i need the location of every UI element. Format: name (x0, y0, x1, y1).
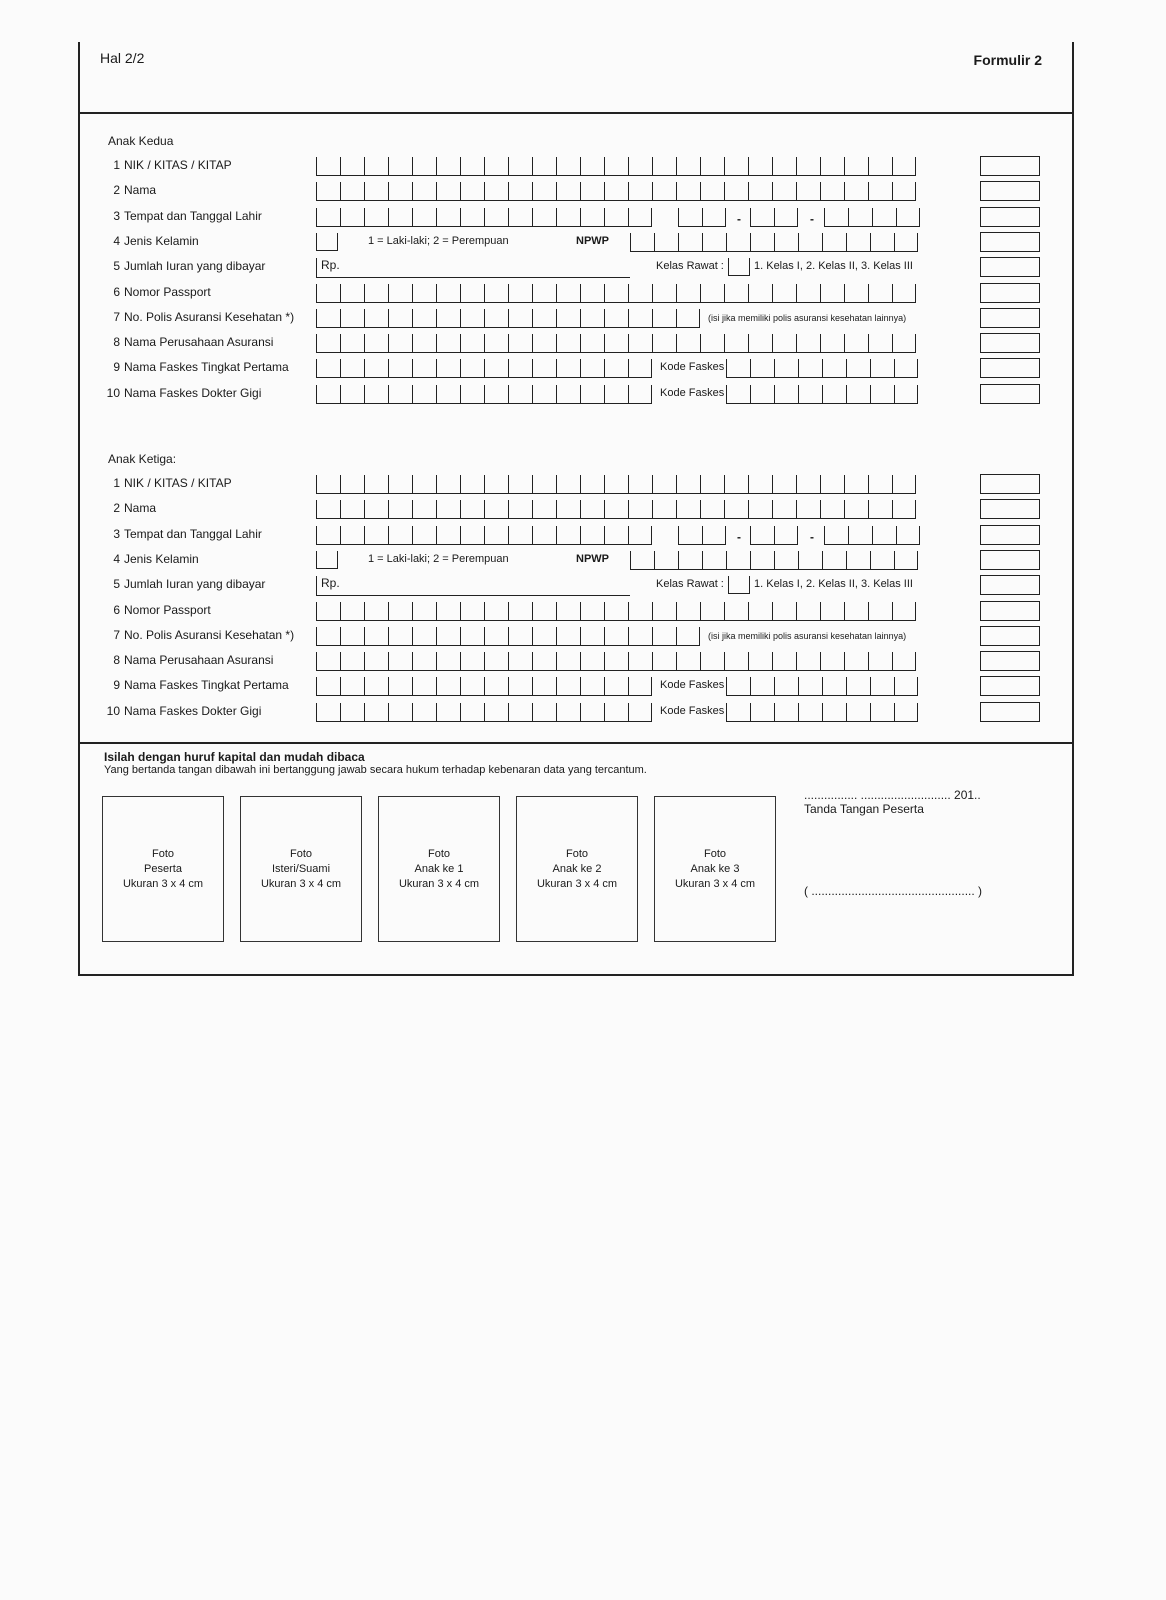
kelas-rawat-label: Kelas Rawat : (656, 578, 724, 591)
form-row (80, 548, 1072, 572)
row-label: Nomor Passport (124, 284, 211, 299)
date-separator: - (810, 529, 814, 544)
row-number: 10 (106, 703, 120, 718)
char-boxes[interactable] (726, 703, 918, 722)
kelas-rawat-box[interactable] (728, 258, 750, 276)
kode-faskes-label: Kode Faskes (660, 679, 725, 692)
char-boxes[interactable] (316, 703, 652, 722)
char-boxes[interactable] (316, 475, 916, 494)
kode-faskes-label: Kode Faskes (660, 361, 725, 374)
row-number: 9 (113, 360, 120, 375)
form-row (80, 472, 1072, 496)
row-number: 5 (113, 577, 120, 592)
kode-faskes-label: Kode Faskes (660, 704, 725, 717)
photo-caption: Foto (565, 847, 588, 860)
instruction: Isilah dengan huruf kapital dan mudah dibaca (104, 750, 365, 764)
kelas-rawat-options: 1. Kelas I, 2. Kelas II, 3. Kelas III (754, 260, 913, 273)
date-separator: - (810, 211, 814, 226)
side-check-box[interactable] (980, 207, 1040, 227)
row-number: 4 (113, 233, 120, 248)
char-boxes[interactable] (316, 677, 652, 696)
form-row (80, 306, 1072, 330)
side-check-box[interactable] (980, 156, 1040, 176)
char-boxes[interactable] (726, 385, 918, 404)
row-number: 3 (113, 208, 120, 223)
kelas-rawat-box[interactable] (728, 576, 750, 594)
char-boxes[interactable] (316, 500, 916, 519)
date-separator: - (737, 211, 741, 226)
row-label: Jumlah Iuran yang dibayar (124, 259, 266, 274)
row-number: 10 (106, 385, 120, 400)
gender-box[interactable] (316, 233, 338, 251)
side-check-box[interactable] (980, 283, 1040, 303)
photo-caption: Ukuran 3 x 4 cm (398, 877, 480, 890)
gender-hint: 1 = Laki-laki; 2 = Perempuan (368, 234, 509, 247)
side-check-box[interactable] (980, 702, 1040, 722)
photo-caption: Foto (703, 847, 726, 860)
form-row (80, 674, 1072, 698)
side-check-box[interactable] (980, 601, 1040, 621)
row-label: Jumlah Iuran yang dibayar (124, 577, 266, 592)
date-line[interactable]: ................ ........................... 201.. (804, 788, 981, 802)
form-title: Formulir 2 (973, 52, 1042, 68)
photo-caption: Foto (151, 847, 174, 860)
char-boxes[interactable] (316, 182, 916, 201)
date-separator: - (737, 529, 741, 544)
row-number: 1 (113, 158, 120, 172)
form-row (80, 356, 1072, 380)
char-boxes[interactable] (316, 334, 916, 353)
polis-note: (isi jika memiliki polis asuransi kesehatan lainnya) (708, 630, 907, 641)
char-boxes[interactable] (316, 627, 700, 646)
photo-caption: Anak ke 1 (414, 862, 464, 875)
side-check-box[interactable] (980, 626, 1040, 646)
row-label: Jenis Kelamin (124, 233, 199, 248)
photo-caption: Anak ke 2 (552, 862, 602, 875)
form-row (80, 599, 1072, 623)
form-row (80, 700, 1072, 724)
side-check-box[interactable] (980, 499, 1040, 519)
char-boxes[interactable] (316, 385, 652, 404)
form-row (80, 281, 1072, 305)
side-check-box[interactable] (980, 358, 1040, 378)
char-boxes[interactable] (316, 652, 916, 671)
gender-hint: 1 = Laki-laki; 2 = Perempuan (368, 552, 509, 565)
row-label: NIK / KITAS / KITAP (124, 476, 232, 490)
photo-caption: Ukuran 3 x 4 cm (122, 877, 204, 890)
photo-caption: Isteri/Suami (271, 862, 331, 875)
char-boxes[interactable] (630, 551, 918, 570)
iuran-field[interactable]: Rp. (316, 258, 630, 278)
form-row (80, 523, 1072, 547)
page-number: Hal 2/2 (100, 50, 145, 66)
form-row (80, 205, 1072, 229)
row-label: Nama (124, 501, 157, 516)
form-page (78, 42, 1074, 976)
photo-box[interactable] (240, 796, 362, 942)
row-number: 1 (113, 476, 120, 490)
side-check-box[interactable] (980, 257, 1040, 277)
signature-label: Tanda Tangan Peserta (804, 802, 924, 816)
form-row (80, 649, 1072, 673)
row-label: Nomor Passport (124, 602, 211, 617)
char-boxes[interactable] (316, 359, 652, 378)
section-title: Anak Ketiga: (108, 452, 177, 466)
row-number: 8 (113, 335, 120, 350)
char-boxes[interactable] (824, 526, 920, 545)
row-label: Nama Faskes Dokter Gigi (124, 703, 262, 718)
char-boxes[interactable] (316, 602, 916, 621)
side-check-box[interactable] (980, 575, 1040, 595)
statement: Yang bertanda tangan dibawah ini bertanggung jawab secara hukum terhadap kebenaran data yang tercantum. (104, 764, 647, 776)
gender-box[interactable] (316, 551, 338, 569)
photo-caption: Ukuran 3 x 4 cm (674, 877, 756, 890)
photo-caption: Ukuran 3 x 4 cm (260, 877, 342, 890)
npwp-label: NPWP (576, 552, 609, 565)
row-number: 9 (113, 678, 120, 693)
row-label: Nama Perusahaan Asuransi (124, 335, 274, 350)
photo-boxes (102, 796, 776, 942)
row-label: Nama Perusahaan Asuransi (124, 653, 274, 668)
row-label: Nama Faskes Tingkat Pertama (124, 678, 289, 693)
row-label: Tempat dan Tanggal Lahir (124, 526, 262, 541)
side-check-box[interactable] (980, 550, 1040, 570)
polis-note: (isi jika memiliki polis asuransi kesehatan lainnya) (708, 312, 907, 323)
photo-caption: Ukuran 3 x 4 cm (536, 877, 618, 890)
char-boxes[interactable] (726, 359, 918, 378)
side-check-box[interactable] (980, 333, 1040, 353)
row-number: 2 (113, 501, 120, 516)
side-check-box[interactable] (980, 384, 1040, 404)
side-check-box[interactable] (980, 525, 1040, 545)
row-label: No. Polis Asuransi Kesehatan *) (124, 627, 295, 642)
section-title: Anak Kedua (108, 134, 174, 148)
photo-box[interactable] (654, 796, 776, 942)
char-boxes[interactable] (750, 526, 798, 545)
side-check-box[interactable] (980, 676, 1040, 696)
char-boxes[interactable] (824, 208, 920, 227)
char-boxes[interactable] (316, 526, 652, 545)
char-boxes[interactable] (316, 157, 916, 176)
photo-box[interactable] (516, 796, 638, 942)
char-boxes[interactable] (678, 526, 726, 545)
photo-caption: Peserta (144, 862, 182, 875)
row-label: No. Polis Asuransi Kesehatan *) (124, 309, 295, 324)
photo-caption: Foto (427, 847, 450, 860)
footer-divider (80, 742, 1072, 744)
kode-faskes-label: Kode Faskes (660, 386, 725, 399)
char-boxes[interactable] (316, 309, 700, 328)
npwp-label: NPWP (576, 234, 609, 247)
form-row (80, 154, 1072, 178)
char-boxes[interactable] (726, 677, 918, 696)
form-row (80, 230, 1072, 254)
row-label: NIK / KITAS / KITAP (124, 158, 232, 172)
char-boxes[interactable] (750, 208, 798, 227)
side-check-box[interactable] (980, 308, 1040, 328)
row-number: 2 (113, 183, 120, 198)
form-row (80, 331, 1072, 355)
form-row (80, 382, 1072, 406)
row-label: Tempat dan Tanggal Lahir (124, 208, 262, 223)
row-label: Jenis Kelamin (124, 551, 199, 566)
row-number: 7 (113, 627, 120, 642)
row-label: Nama Faskes Tingkat Pertama (124, 360, 289, 375)
signature-line[interactable]: ( ................................................. ) (804, 884, 983, 898)
row-number: 3 (113, 526, 120, 541)
form-row (80, 497, 1072, 521)
row-label: Nama (124, 183, 157, 198)
iuran-field[interactable]: Rp. (316, 576, 630, 596)
side-check-box[interactable] (980, 651, 1040, 671)
photo-caption: Anak ke 3 (690, 862, 740, 875)
char-boxes[interactable] (630, 233, 918, 252)
row-number: 5 (113, 259, 120, 274)
char-boxes[interactable] (678, 208, 726, 227)
char-boxes[interactable] (316, 284, 916, 303)
form-row (80, 624, 1072, 648)
side-check-box[interactable] (980, 474, 1040, 494)
kelas-rawat-options: 1. Kelas I, 2. Kelas II, 3. Kelas III (754, 578, 913, 591)
form-row (80, 573, 1072, 597)
side-check-box[interactable] (980, 232, 1040, 252)
form-row (80, 255, 1072, 279)
form-row (80, 179, 1072, 203)
row-number: 4 (113, 551, 120, 566)
kelas-rawat-label: Kelas Rawat : (656, 260, 724, 273)
row-number: 6 (113, 284, 120, 299)
char-boxes[interactable] (316, 208, 652, 227)
row-label: Nama Faskes Dokter Gigi (124, 385, 262, 400)
row-number: 8 (113, 653, 120, 668)
photo-caption: Foto (289, 847, 312, 860)
form-header (80, 42, 1072, 114)
side-check-box[interactable] (980, 181, 1040, 201)
photo-box[interactable] (102, 796, 224, 942)
row-number: 7 (113, 309, 120, 324)
photo-box[interactable] (378, 796, 500, 942)
row-number: 6 (113, 602, 120, 617)
